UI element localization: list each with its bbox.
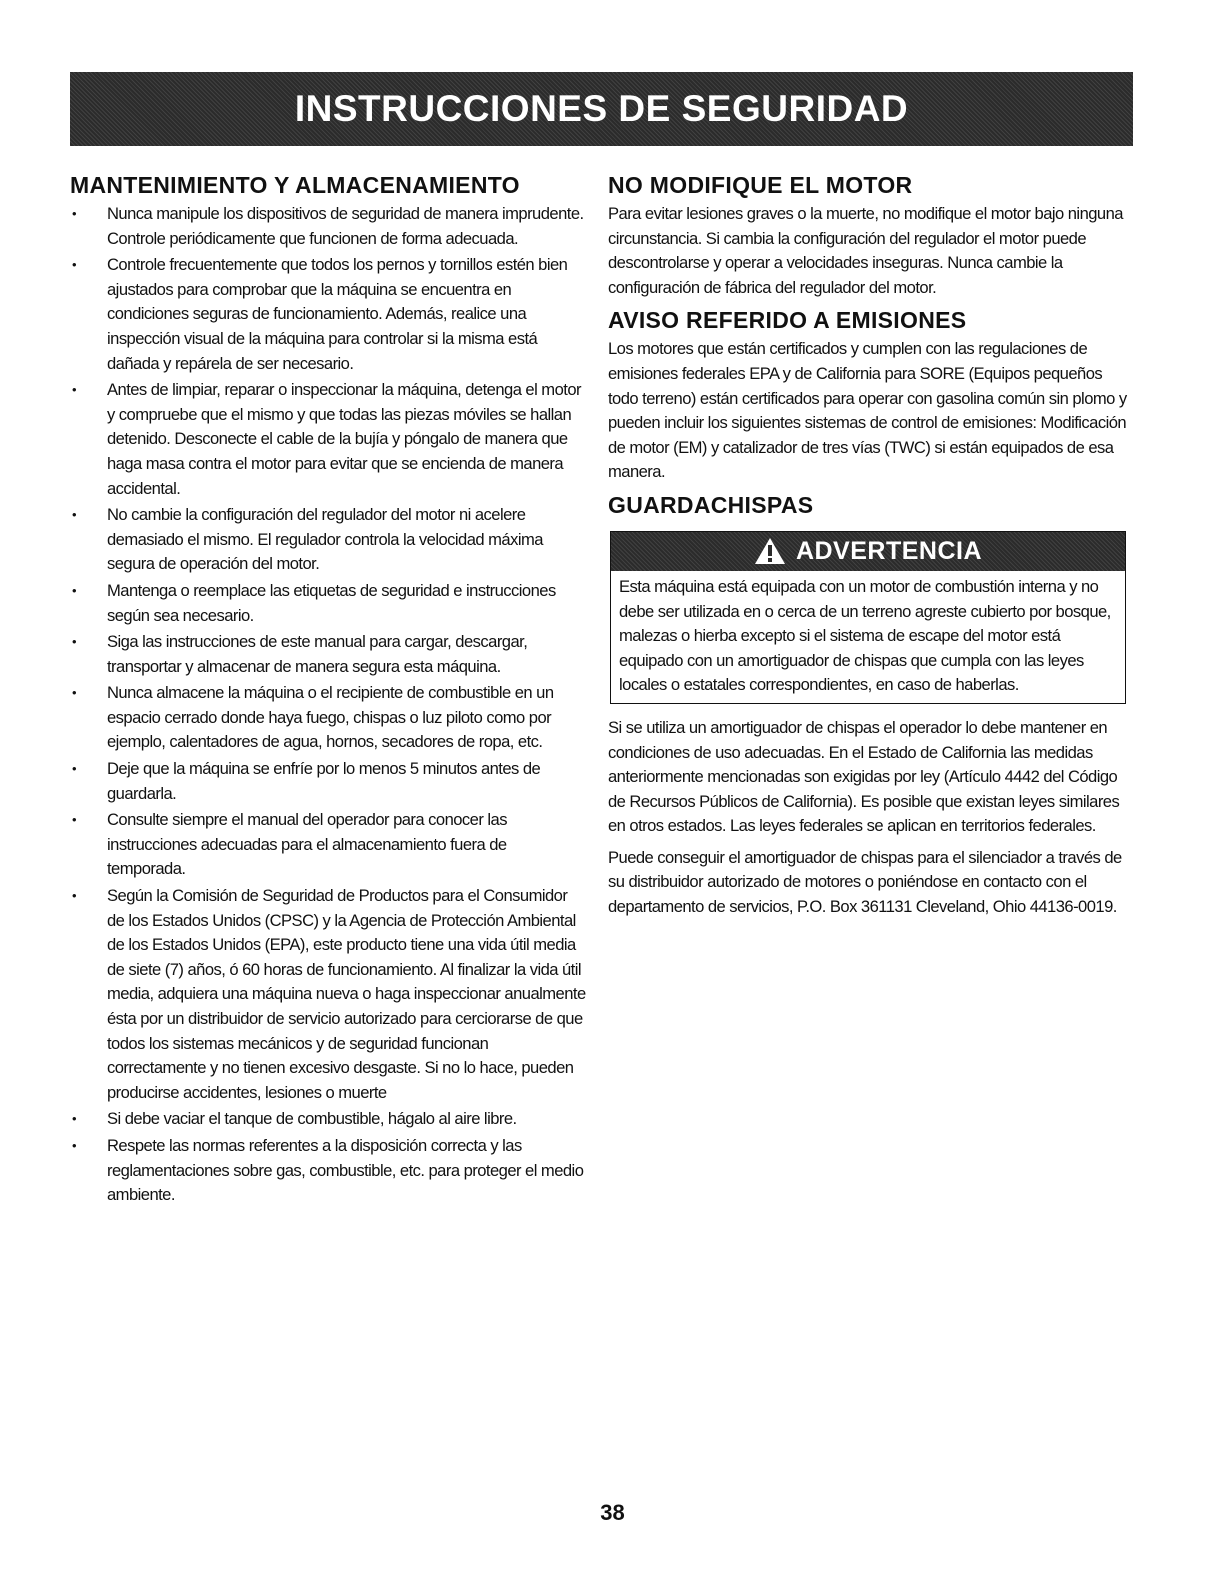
- emissions-heading: AVISO REFERIDO A EMISIONES: [608, 307, 967, 334]
- list-item-text: Siga las instrucciones de este manual para cargar, descargar, transportar y almacenar de manera segura esta máquina.: [107, 632, 528, 676]
- warning-text: Esta máquina está equipada con un motor de combustión interna y no debe ser utilizada en o cerca de un terreno agreste cubierto por bosque, malezas o hierba excepto si el sistema de escape del motor está equipado con un amortiguador de chispas que cumpla con las leyes locales o estatales correspondientes, en caso de haberlas.: [619, 576, 1111, 695]
- emissions-paragraph: Los motores que están certificados y cumplen con las regulaciones de emisiones federales EPA y de California para SORE (Equipos pequeños todo terreno) están certificados para operar con gasolina común sin plomo y pueden incluir los siguientes sistemas de control de emisiones: Modificación de motor (EM) y catalizador de tres vías (TWC) si están equipados de esa manera.: [608, 339, 1127, 482]
- warning-box: [610, 531, 1126, 704]
- section-banner: [70, 72, 1133, 146]
- list-item: [70, 503, 588, 577]
- list-item: [70, 202, 588, 251]
- banner-title: INSTRUCCIONES DE SEGURIDAD: [294, 88, 909, 129]
- spark-arrester-paragraph-2: Puede conseguir el amortiguador de chispas para el silenciador a través de su distribuidor autorizado de motores o poniéndose en contacto con el departamento de servicios, P.O. Box 361131 Cleveland, Ohio 44136-0019.: [608, 847, 1122, 917]
- list-item-text: Si debe vaciar el tanque de combustible, hágalo al aire libre.: [107, 1109, 517, 1129]
- page-number: 38: [600, 1500, 625, 1525]
- spark-arrester-paragraph-1: Si se utiliza un amortiguador de chispas el operador lo debe mantener en condiciones de uso adecuadas. En el Estado de California las medidas anteriormente mencionadas son exigidas por ley (Artículo 4442 del Código de Recursos Públicos de California). Es posible que existan leyes similares en otros estados. Las leyes federales se aplican en territorios federales.: [608, 717, 1120, 836]
- bullet-icon: •: [72, 812, 77, 828]
- list-item: [70, 808, 588, 882]
- list-item-text: Nunca manipule los dispositivos de seguridad de manera imprudente. Controle periódicamente que funcionen de forma adecuada.: [107, 204, 584, 248]
- list-item-text: Mantenga o reemplace las etiquetas de seguridad e instrucciones según sea necesario.: [107, 580, 556, 625]
- bullet-icon: •: [72, 582, 77, 598]
- warning-title: ADVERTENCIA: [795, 536, 983, 565]
- list-item: [70, 1107, 588, 1132]
- maintenance-list: [70, 202, 588, 1208]
- right-column: [608, 172, 1128, 927]
- motor-heading: NO MODIFIQUE EL MOTOR: [608, 172, 913, 198]
- list-item: [70, 579, 588, 628]
- maintenance-heading: MANTENIMIENTO Y ALMACENAMIENTO: [70, 172, 520, 198]
- bullet-icon: •: [72, 634, 77, 650]
- bullet-icon: •: [72, 257, 77, 273]
- list-item-text: Deje que la máquina se enfríe por lo menos 5 minutos antes de guardarla.: [107, 759, 541, 803]
- bullet-icon: •: [72, 206, 77, 221]
- list-item: [70, 757, 588, 806]
- list-item-text: Consulte siempre el manual del operador para conocer las instrucciones adecuadas para el almacenamiento fuera de temporada.: [107, 810, 507, 879]
- bullet-icon: •: [72, 507, 77, 523]
- list-item-text: Nunca almacene la máquina o el recipiente de combustible en un espacio cerrado donde haya fuego, chispas o luz piloto como por ejemplo, calentadores de agua, hornos, secadores de ropa, etc.: [107, 683, 554, 752]
- list-item: [70, 681, 588, 755]
- list-item-text: Respete las normas referentes a la disposición correcta y las reglamentaciones sobre gas, combustible, etc. para proteger el medio ambiente.: [107, 1135, 584, 1205]
- bullet-icon: •: [72, 761, 77, 777]
- spark-arrester-heading: GUARDACHISPAS: [608, 491, 814, 518]
- list-item: [70, 253, 588, 376]
- warning-triangle-icon: [754, 537, 786, 565]
- list-item: [70, 630, 588, 679]
- list-item: [70, 1134, 588, 1208]
- bullet-icon: •: [72, 888, 77, 904]
- motor-paragraph: Para evitar lesiones graves o la muerte, no modifique el motor bajo ninguna circunstancia. Si cambia la configuración del regulador el motor puede descontrolarse y operar a velocidades inseguras. Nunca cambie la configuración de fábrica del regulador del motor.: [608, 204, 1123, 297]
- bullet-icon: •: [72, 685, 77, 701]
- bullet-icon: •: [72, 382, 77, 398]
- list-item-text: Antes de limpiar, reparar o inspeccionar la máquina, detenga el motor y compruebe que el mismo y que todas las piezas móviles se hallan detenido. Desconecte el cable de la bujía y póngalo de manera que haga masa contra el motor para evitar que se encienda de manera accidental.: [107, 380, 581, 498]
- list-item-text: Según la Comisión de Seguridad de Productos para el Consumidor de los Estados Unidos (CPSC) y la Agencia de Protección Ambiental de los Estados Unidos (EPA), este producto tiene una vida útil media de siete (7) años, ó 60 horas de funcionamiento. Al finalizar la vida útil media, adquiera una máquina nueva o haga inspeccionar anualmente ésta por un distribuidor de servicio autorizado para cerciorarse de que todos los sistemas mecánicos y de seguridad funcionan correctamente y no tienen excesivo desgaste. Si no lo hace, pueden producirse accidentes, lesiones o muerte: [107, 886, 586, 1102]
- left-column: [70, 172, 588, 1210]
- bullet-icon: •: [72, 1137, 77, 1153]
- list-item: [70, 378, 588, 501]
- list-item-text: Controle frecuentemente que todos los pernos y tornillos estén bien ajustados para comprobar que la máquina se encuentra en condiciones seguras de funcionamiento. Además, realice una inspección visual de la máquina para controlar si la misma está dañada y repárela de ser necesario.: [107, 255, 568, 373]
- list-item-text: No cambie la configuración del regulador del motor ni acelere demasiado el mismo. El regulador controla la velocidad máxima segura de operación del motor.: [107, 505, 543, 574]
- warning-header: [611, 532, 1125, 571]
- list-item: [70, 884, 588, 1105]
- bullet-icon: •: [72, 1111, 77, 1127]
